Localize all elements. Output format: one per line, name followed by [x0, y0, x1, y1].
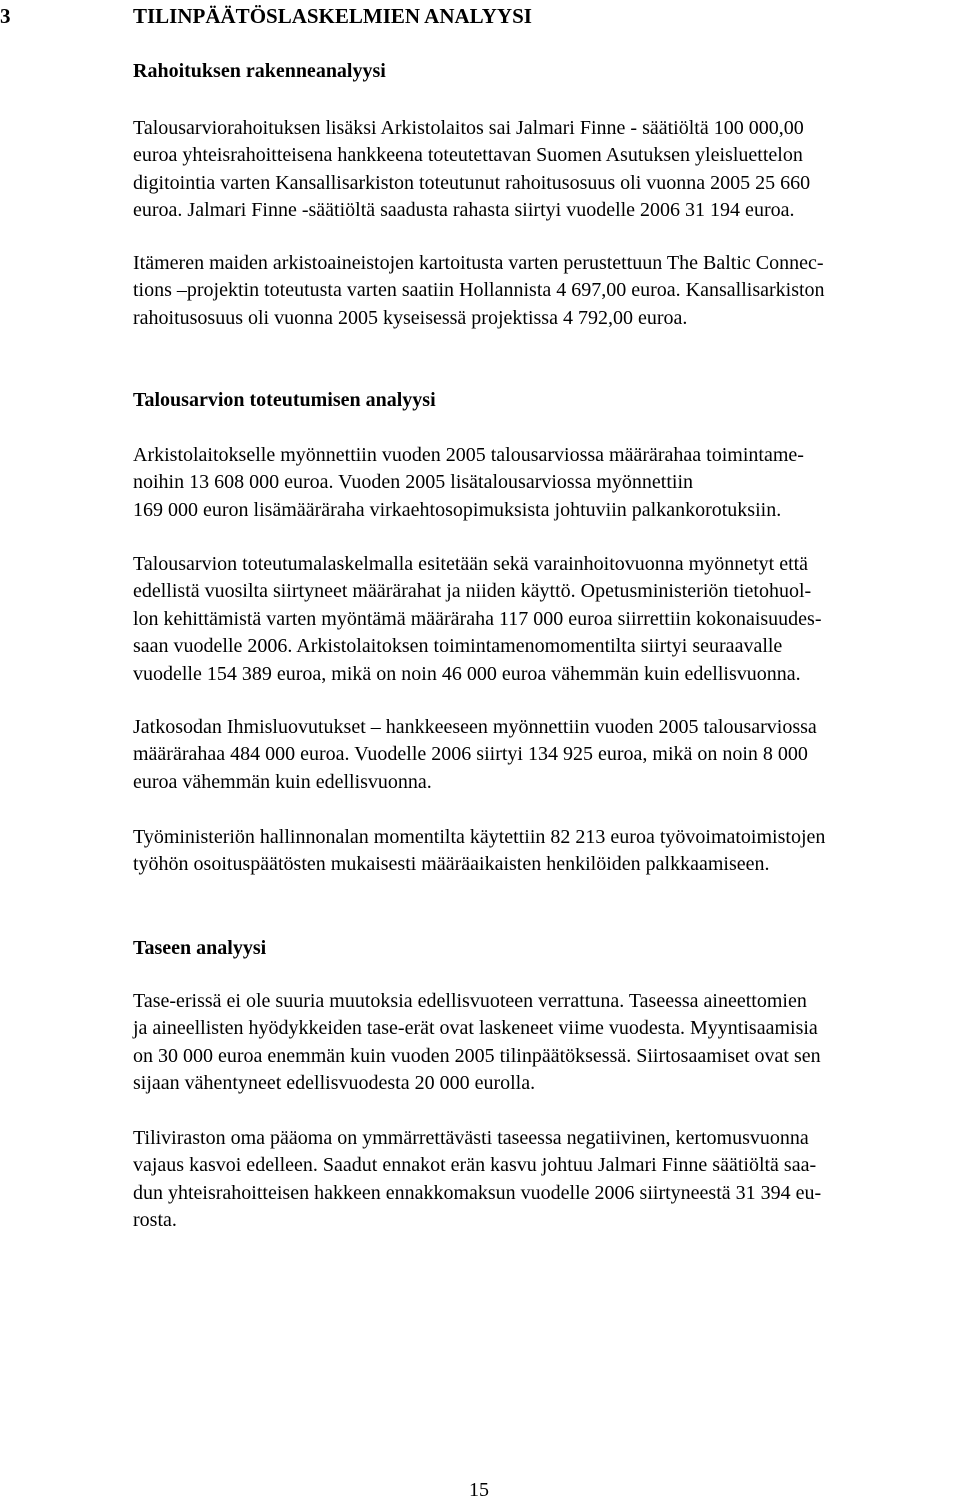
- text-line: sijaan vähentyneet edellisvuodesta 20 000 eurolla.: [133, 1072, 536, 1095]
- text-line: edellistä vuosilta siirtyneet määrärahat ja niiden käyttö. Opetusministeriön tietohuol-: [133, 580, 812, 603]
- paragraph: [133, 988, 960, 1098]
- text-line: Itämeren maiden arkistoaineistojen kartoitusta varten perustettuun The Baltic Connec-: [133, 252, 824, 274]
- text-line: Arkistolaitokselle myönnettiin vuoden 2005 talousarviossa määrärahaa toimintame-: [133, 444, 804, 466]
- text-line: tions –projektin toteutusta varten saatiin Hollannista 4 697,00 euroa. Kansallisarkiston: [133, 279, 825, 302]
- chapter-number: 3: [0, 4, 11, 28]
- text-line: ja aineellisten hyödykkeiden tase-erät ovat laskeneet viime vuodesta. Myyntisaamisia: [133, 1017, 818, 1040]
- text-line: saan vuodelle 2006. Arkistolaitoksen toimintamenomomentilta siirtyi seuraavalle: [133, 635, 783, 658]
- text-line: on 30 000 euroa enemmän kuin vuoden 2005 tilinpäätöksessä. Siirtosaamiset ovat sen: [133, 1044, 821, 1067]
- text-line: määrärahaa 484 000 euroa. Vuodelle 2006 siirtyi 134 925 euroa, mikä on noin 8 000: [133, 743, 808, 766]
- paragraph: [133, 442, 960, 524]
- paragraph: [133, 714, 960, 796]
- text-line: euroa yhteisrahoitteisena hankkeena toteutettavan Suomen Asutuksen yleisluettelon: [133, 144, 803, 167]
- text-line: vuodelle 154 389 euroa, mikä on noin 46 000 euroa vähemmän kuin edellisvuonna.: [133, 662, 801, 685]
- paragraph: [133, 1125, 960, 1235]
- text-line: Jatkosodan Ihmisluovutukset – hankkeeseen myönnettiin vuoden 2005 talousarviossa: [133, 716, 817, 738]
- paragraph: [133, 824, 960, 879]
- page-number: 15: [469, 1479, 489, 1501]
- text-line: rahoitusosuus oli vuonna 2005 kyseisessä projektissa 4 792,00 euroa.: [133, 306, 688, 329]
- section-heading-budget-realization: Talousarvion toteutumisen analyysi: [133, 389, 436, 411]
- section-heading-balance-sheet: Taseen analyysi: [133, 937, 267, 959]
- text-line: 169 000 euron lisämääräraha virkaehtosopimuksista johtuviin palkankorotuksiin.: [133, 498, 782, 521]
- text-line: rosta.: [133, 1209, 177, 1232]
- text-line: Työministeriön hallinnonalan momentilta käytettiin 82 213 euroa työvoimatoimistojen: [133, 826, 826, 848]
- text-line: noihin 13 608 000 euroa. Vuoden 2005 lisätalousarviossa myönnettiin: [133, 471, 694, 494]
- text-line: Tase-erissä ei ole suuria muutoksia edellisvuoteen verrattuna. Taseessa aineettomien: [133, 990, 807, 1012]
- text-line: lon kehittämistä varten myöntämä määräraha 117 000 euroa siirrettiin kokonaisuudes-: [133, 607, 822, 630]
- paragraph: [133, 250, 960, 332]
- text-line: dun yhteisrahoitteisen hakkeen ennakkomaksun vuodelle 2006 siirtyneestä 31 394 eu-: [133, 1181, 822, 1204]
- text-line: Talousarvion toteutumalaskelmalla esitetään sekä varainhoitovuonna myönnetyt että: [133, 553, 809, 575]
- section-heading-financing-structure: Rahoituksen rakenneanalyysi: [133, 60, 386, 82]
- text-line: Talousarviorahoituksen lisäksi Arkistolaitos sai Jalmari Finne - säätiöltä 100 000,00: [133, 117, 804, 139]
- text-line: vajaus kasvoi edelleen. Saadut ennakot erän kasvu johtuu Jalmari Finne säätiöltä saa-: [133, 1154, 817, 1177]
- paragraph: [133, 551, 960, 688]
- text-line: euroa vähemmän kuin edellisvuonna.: [133, 770, 432, 793]
- text-line: euroa. Jalmari Finne -säätiöltä saadusta rahasta siirtyi vuodelle 2006 31 194 euroa.: [133, 199, 795, 222]
- text-line: digitointia varten Kansallisarkiston toteutunut rahoitusosuus oli vuonna 2005 25 660: [133, 171, 811, 194]
- text-line: työhön osoituspäätösten mukaisesti määräaikaisten henkilöiden palkkaamiseen.: [133, 853, 770, 876]
- chapter-title: TILINPÄÄTÖSLASKELMIEN ANALYYSI: [133, 4, 532, 28]
- text-line: Tiliviraston oma pääoma on ymmärrettävästi taseessa negatiivinen, kertomusvuonna: [133, 1127, 809, 1149]
- paragraph: [133, 115, 960, 225]
